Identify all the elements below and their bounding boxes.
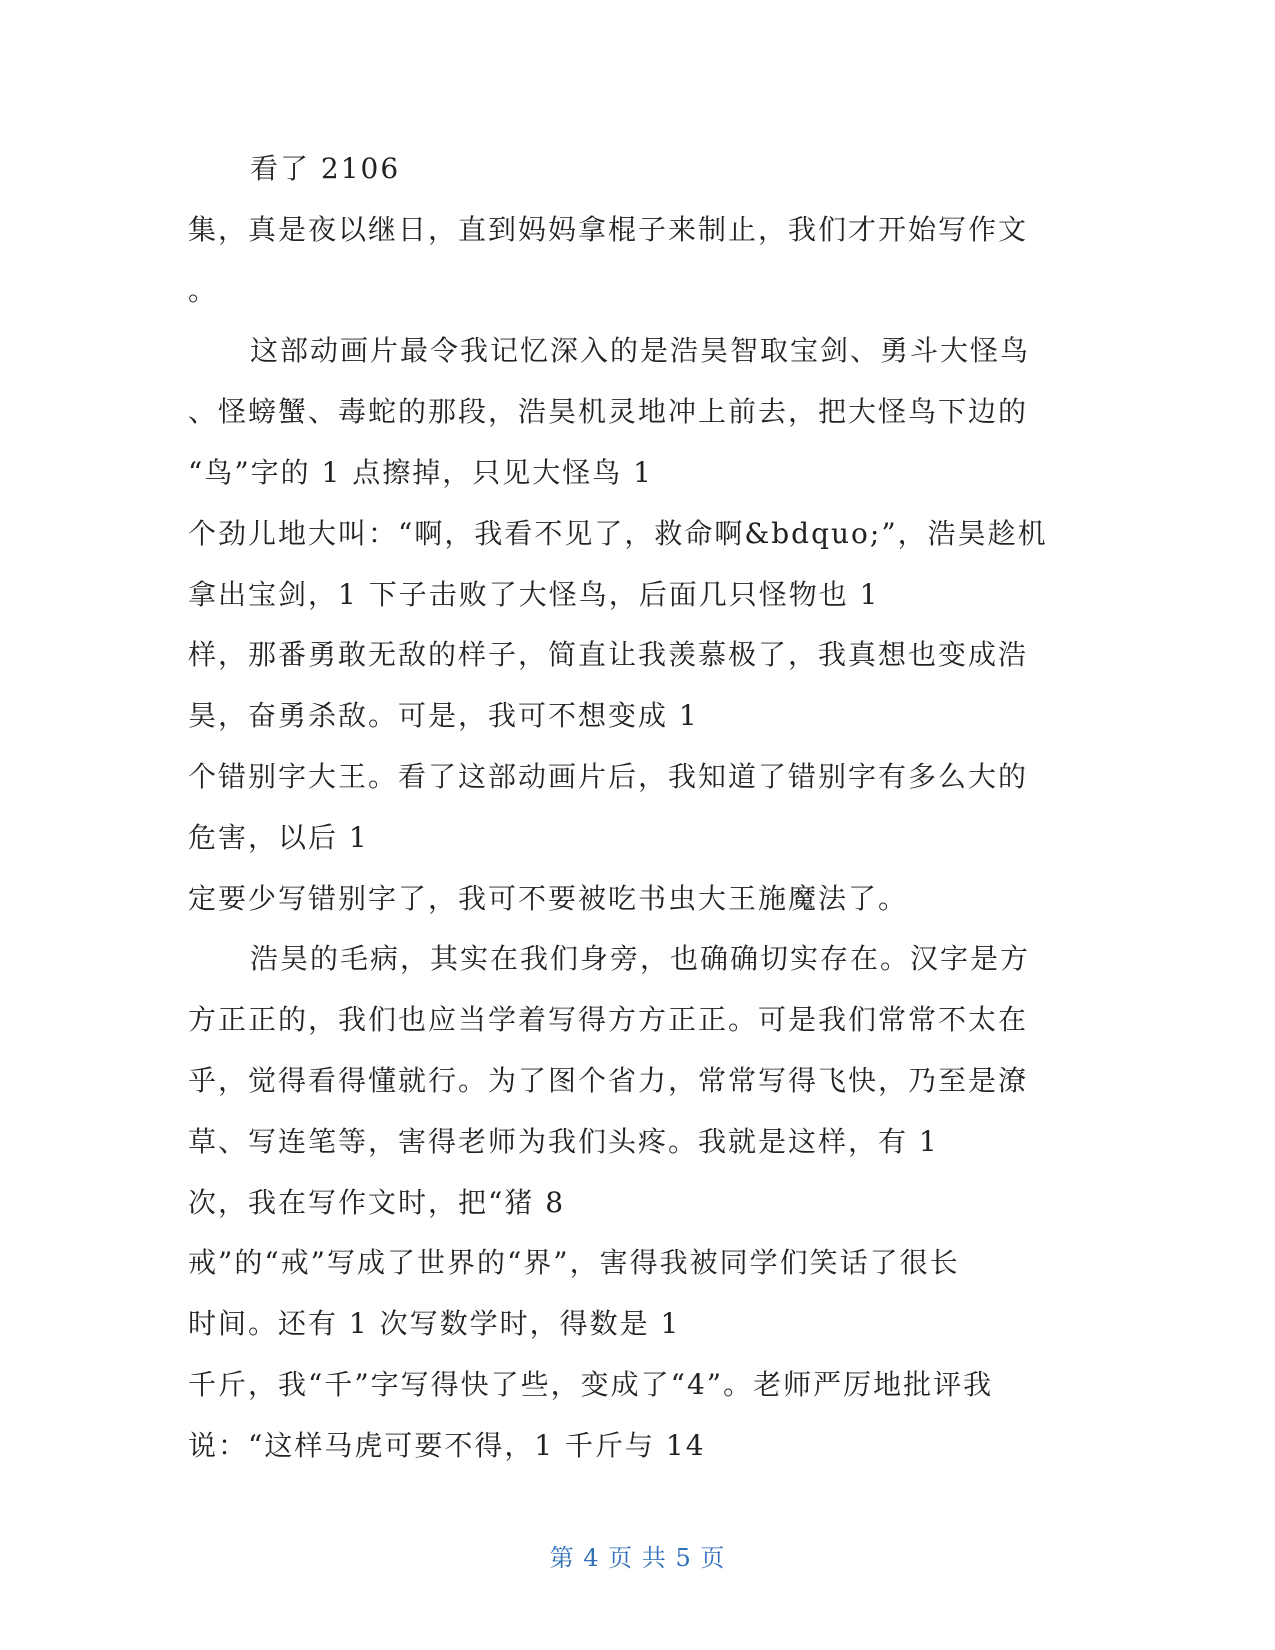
text-line: 。 xyxy=(188,273,219,307)
text-line: 拿出宝剑，1 下子击败了大怪鸟，后面几只怪物也 1 xyxy=(188,577,880,611)
text-line: “鸟”字的 1 点擦掉，只见大怪鸟 1 xyxy=(188,455,653,489)
text-line: 说：“这样马虎可要不得，1 千斤与 14 xyxy=(188,1428,706,1462)
text-line: 乎，觉得看得懂就行。为了图个省力，常常写得飞快，乃至是潦 xyxy=(188,1063,1029,1097)
text-line: 戒”的“戒”写成了世界的“界”，害得我被同学们笑话了很长 xyxy=(188,1246,960,1280)
text-line: 危害，以后 1 xyxy=(188,820,369,854)
text-line: 看了 2106 xyxy=(250,152,401,185)
text-line: 草、写连笔等，害得老师为我们头疼。我就是这样，有 1 xyxy=(188,1124,939,1158)
text-line: 、怪螃蟹、毒蛇的那段，浩昊机灵地冲上前去，把大怪鸟下边的 xyxy=(188,395,1029,429)
body-text xyxy=(188,139,1088,1477)
text-line: 方正正的，我们也应当学着写得方方正正。可是我们常常不太在 xyxy=(188,1003,1029,1037)
text-line: 昊，奋勇杀敌。可是，我可不想变成 1 xyxy=(188,699,699,733)
text-line: 个劲儿地大叫：“啊，我看不见了，救命啊&bdquo;”，浩昊趁机 xyxy=(188,516,1048,550)
text-line: 次，我在写作文时，把“猪 8 xyxy=(188,1185,566,1219)
text-line: 浩昊的毛病，其实在我们身旁，也确确切实存在。汉字是方 xyxy=(250,942,1031,976)
text-line: 个错别字大王。看了这部动画片后，我知道了错别字有多么大的 xyxy=(188,759,1029,793)
page-number-footer: 第 4 页 共 5 页 xyxy=(549,1544,726,1572)
text-line: 样，那番勇敢无敌的样子，简直让我羡慕极了，我真想也变成浩 xyxy=(188,638,1029,672)
text-line: 时间。还有 1 次写数学时，得数是 1 xyxy=(188,1307,681,1341)
text-line: 千斤，我“千”字写得快了些，变成了“4”。老师严厉地批评我 xyxy=(188,1367,994,1401)
text-line: 定要少写错别字了，我可不要被吃书虫大王施魔法了。 xyxy=(188,881,909,915)
text-line: 集，真是夜以继日，直到妈妈拿棍子来制止，我们才开始写作文 xyxy=(188,212,1029,246)
text-line: 这部动画片最令我记忆深入的是浩昊智取宝剑、勇斗大怪鸟 xyxy=(250,334,1031,368)
